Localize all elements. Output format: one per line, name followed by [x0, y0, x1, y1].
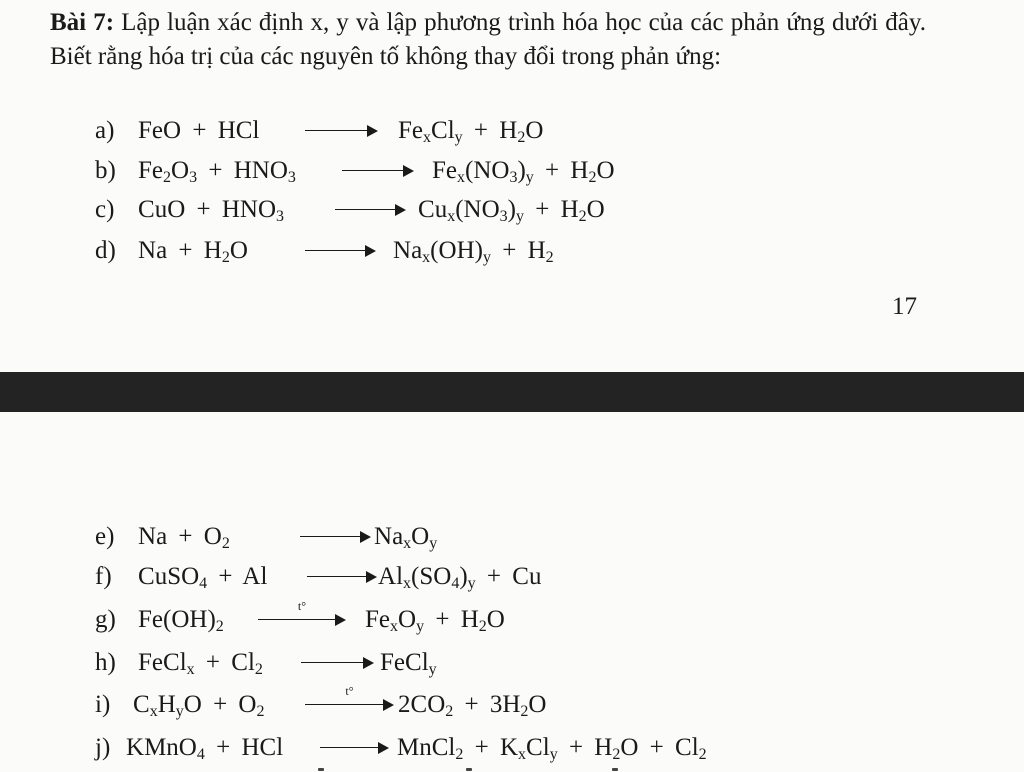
- reaction-tag: c): [95, 196, 115, 223]
- reaction-row: [95, 557, 935, 597]
- reaction-arrow-icon: [301, 656, 374, 670]
- reaction-products: $Fe_xCl_y + H_2O$: [398, 117, 544, 146]
- exercise-label: Bài 7:: [50, 9, 115, 36]
- reaction-reactants: $Na + H_2O$: [138, 237, 248, 266]
- reaction-reactants: FeCl$_x$ + $Cl_2$: [138, 649, 263, 678]
- exercise-text: Lập luận xác định x, y và lập phương trình hóa học của các phản ứng dưới đây. Biết rằng hóa trị của các nguyên tố không thay đổi trong phản ứng:: [50, 9, 927, 70]
- reaction-reactants: FeO + HCl: [138, 117, 260, 144]
- heat-condition-label: t°: [345, 684, 354, 698]
- reaction-reactants: CuSO$_4$ + Al: [138, 563, 268, 592]
- reaction-arrow-icon: [320, 741, 389, 755]
- reaction-reactants: $Fe(OH)_2$: [138, 606, 224, 635]
- reaction-arrow-icon: [307, 570, 377, 584]
- reaction-row: [95, 231, 935, 271]
- reaction-tag: i): [95, 691, 111, 718]
- reaction-row: [95, 151, 935, 191]
- reaction-arrow-icon: [342, 164, 414, 178]
- reaction-arrow-icon: [258, 599, 346, 627]
- reaction-tag: d): [95, 237, 116, 264]
- reaction-row: [95, 643, 935, 683]
- reaction-tag: f): [95, 563, 112, 590]
- reaction-products: $2CO_2 + 3H_2O$: [398, 691, 547, 720]
- reaction-row: [95, 190, 935, 230]
- exercise-instruction: [50, 6, 926, 74]
- reaction-reactants: $C_xH_yO + O_2$: [133, 691, 265, 720]
- reaction-tag: a): [95, 117, 115, 144]
- reaction-products: $Fe_xO_y + H_2O$: [365, 606, 505, 635]
- reaction-tag: j): [95, 734, 111, 761]
- divider-band: [0, 372, 1024, 412]
- reaction-row: [95, 111, 935, 151]
- reaction-products: $Na_x(OH)_y + H_2$: [393, 237, 554, 266]
- reaction-row: [95, 728, 935, 768]
- reaction-arrow-icon: [305, 684, 394, 712]
- reaction-tag: e): [95, 523, 115, 550]
- reaction-reactants: KMnO$_4$ + HCl: [126, 734, 284, 763]
- reaction-products: $Na_xO_y$: [374, 523, 438, 552]
- reaction-arrow-icon: [300, 530, 371, 544]
- reaction-arrow-icon: [335, 203, 406, 217]
- heat-condition-label: t°: [297, 599, 307, 613]
- reaction-products: FeCl$_y$: [380, 649, 437, 678]
- reaction-tag: b): [95, 157, 116, 184]
- reaction-tag: g): [95, 606, 116, 633]
- reaction-products: $Fe_x(NO_3)_y + H_2O$: [432, 157, 615, 186]
- reaction-row: [95, 517, 935, 557]
- reaction-reactants: $Fe_2O_3 + HNO_3$: [138, 157, 296, 186]
- reaction-row: [95, 685, 935, 725]
- reaction-reactants: $Na + O_2$: [138, 523, 230, 552]
- page-number: 17: [892, 293, 917, 320]
- reaction-products: $Cu_x(NO_3)_y + H_2O$: [418, 196, 605, 225]
- reaction-arrow-icon: [305, 244, 376, 258]
- reaction-products: $Al_x(SO_4)_y + Cu$: [378, 563, 542, 592]
- reaction-reactants: CuO + $HNO_3$: [138, 196, 285, 225]
- reaction-products: MnCl$_2$ + $K_xCl_y + H_2O + Cl_2$: [397, 734, 707, 763]
- cut-off-text-line: [0, 766, 1024, 772]
- reaction-tag: h): [95, 649, 116, 676]
- reaction-row: [95, 600, 935, 640]
- reaction-arrow-icon: [305, 124, 378, 138]
